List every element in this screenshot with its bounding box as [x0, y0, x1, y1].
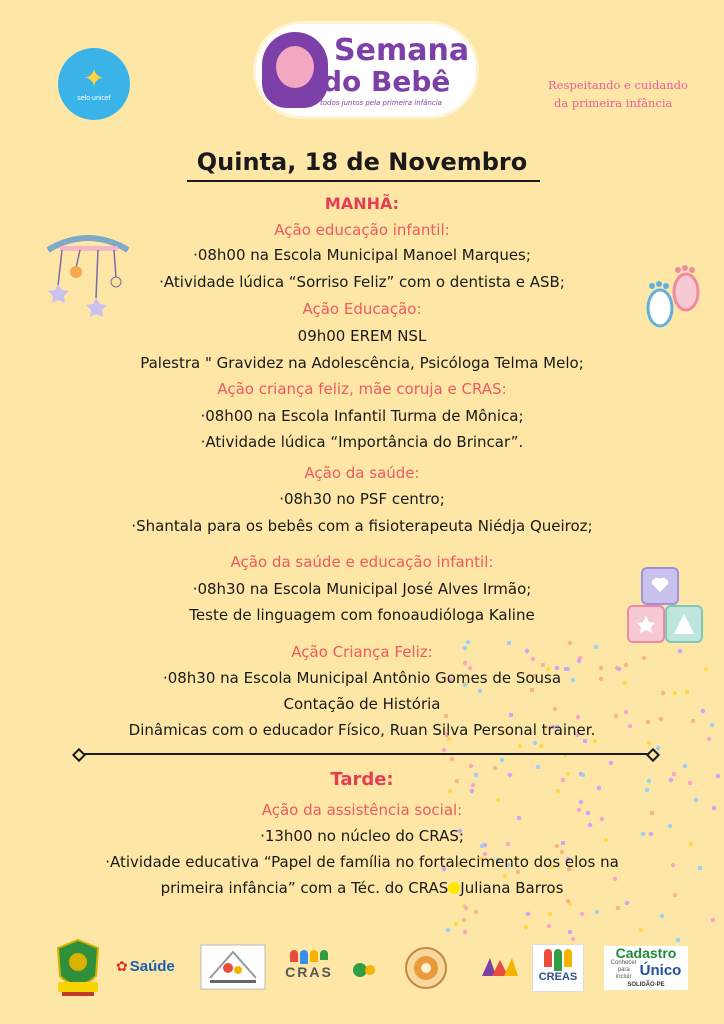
section-line-part: Juliana Barros — [460, 879, 564, 897]
slogan-line1: Respeitando e cuidando — [548, 78, 688, 92]
circular-seal-logo — [404, 946, 448, 990]
confetti-piece — [473, 909, 478, 914]
confetti-piece — [638, 928, 644, 934]
section-line: ·08h30 na Escola Municipal José Alves Irmão; — [192, 580, 532, 598]
municipal-crest-logo — [52, 936, 104, 998]
section-line-part: primeira infância” com a Téc. do CRAS — [160, 879, 449, 897]
section-title: Ação da saúde e educação infantil: — [230, 553, 494, 571]
confetti-piece — [530, 688, 534, 692]
section-line: Contação de História — [283, 695, 441, 713]
section-line: Palestra " Gravidez na Adolescência, Psicóloga Telma Melo; — [140, 354, 584, 372]
section-title: Ação educação infantil: — [274, 221, 450, 239]
confetti-piece — [682, 763, 688, 769]
cras-label: CRAS — [285, 964, 333, 980]
confetti-piece — [540, 663, 545, 668]
education-logo — [200, 944, 266, 990]
creas-label: CREAS — [538, 971, 578, 983]
confetti-piece — [538, 744, 542, 748]
confetti-piece — [660, 914, 666, 920]
section-line: ·Atividade educativa “Papel de família no fortalecimento dos elos na — [105, 853, 619, 871]
unicef-seal-logo — [58, 48, 130, 120]
saude-label: Saúde — [129, 957, 175, 975]
logo-subtitle: todos juntos pela primeira infância — [320, 99, 442, 107]
section-divider — [78, 753, 654, 755]
section-title: Ação da saúde: — [304, 464, 420, 482]
confetti-piece — [711, 918, 716, 923]
confetti-piece — [518, 743, 523, 748]
highlight-dot — [448, 882, 460, 894]
unicef-label: selo unicef — [77, 95, 111, 102]
confetti-piece — [525, 912, 531, 918]
slogan-line2: da primeira infância — [554, 96, 673, 110]
saude-logo — [116, 954, 192, 978]
confetti-piece — [547, 923, 552, 928]
section-title: Ação da assistência social: — [261, 801, 463, 819]
confetti-piece — [616, 906, 620, 910]
cadastro-city: SOLIDÃO-PE — [627, 982, 665, 988]
section-line: ·08h30 na Escola Municipal Antônio Gomes de Sousa — [162, 669, 562, 687]
title-underline — [187, 180, 540, 182]
confetti-piece — [656, 745, 662, 751]
afternoon-heading: Tarde: — [330, 769, 394, 790]
confetti-piece — [468, 763, 473, 768]
confetti-piece — [579, 911, 584, 916]
section-line: ·08h00 na Escola Infantil Turma de Mônica; — [200, 407, 524, 425]
morning-heading: MANHÃ: — [324, 194, 400, 213]
section-line: 09h00 EREM NSL — [297, 327, 427, 345]
confetti-piece — [595, 910, 600, 915]
slogan — [548, 76, 718, 112]
confetti-piece — [568, 930, 573, 935]
cras-logo — [276, 948, 342, 988]
page-title: Quinta, 18 de Novembro — [196, 148, 528, 176]
confetti-piece — [523, 924, 529, 930]
confetti-piece — [478, 689, 482, 693]
confetti-piece — [675, 938, 680, 943]
confetti-piece — [547, 911, 552, 916]
confetti-piece — [449, 756, 454, 761]
confetti-piece — [500, 757, 505, 762]
family-icon: ✦ — [83, 64, 105, 94]
heart-icon: ✿ — [116, 957, 128, 974]
crianca-feliz-logo — [352, 960, 378, 980]
confetti-piece — [647, 741, 651, 745]
confetti-piece — [533, 740, 539, 746]
confetti-piece — [614, 714, 619, 719]
section-line: Teste de linguagem com fonoaudióloga Kaline — [189, 606, 535, 624]
mother-baby-icon — [262, 32, 328, 108]
logo-title-line2: do Bebê — [322, 65, 451, 98]
section-title: Ação Criança Feliz: — [291, 643, 433, 661]
section-title: Ação Educação: — [302, 300, 422, 318]
confetti-piece — [623, 662, 629, 668]
section-line: ·Shantala para os bebês com a fisioterapeuta Niédja Queiroz; — [131, 517, 593, 535]
cadastro-line1: Cadastro — [615, 945, 677, 961]
confetti-piece — [624, 900, 629, 905]
confetti-piece — [445, 927, 451, 933]
cadastro-tagline: Conhecer para incluir — [610, 960, 637, 980]
cadastro-unico-logo — [604, 946, 688, 990]
section-line: ·Atividade lúdica “Importância do Brincar”. — [200, 433, 524, 451]
confetti-piece — [608, 760, 613, 765]
creas-logo — [532, 944, 584, 992]
section-line: ·08h00 na Escola Municipal Manoel Marques; — [193, 246, 531, 264]
logo-title-line1: Semana — [334, 33, 470, 68]
confetti-piece — [570, 936, 575, 941]
section-line: ·Atividade lúdica “Sorriso Feliz” com o dentista e ASB; — [159, 273, 565, 291]
section-line: ·08h30 no PSF centro; — [279, 490, 445, 508]
section-line: Dinâmicas com o educador Físico, Ruan Silva Personal trainer. — [128, 721, 596, 739]
confetti-piece — [463, 929, 468, 934]
confetti-piece — [454, 922, 458, 926]
confetti-piece — [463, 906, 468, 911]
section-line — [0, 878, 724, 898]
section-line: ·13h00 no núcleo do CRAS; — [260, 827, 464, 845]
confetti-piece — [441, 747, 447, 753]
confetti-piece — [536, 765, 541, 770]
cadastro-line2: Único — [639, 961, 682, 979]
colorful-hands-logo — [478, 954, 522, 980]
section-title: Ação criança feliz, mãe coruja e CRAS: — [217, 380, 507, 398]
confetti-piece — [462, 917, 467, 922]
